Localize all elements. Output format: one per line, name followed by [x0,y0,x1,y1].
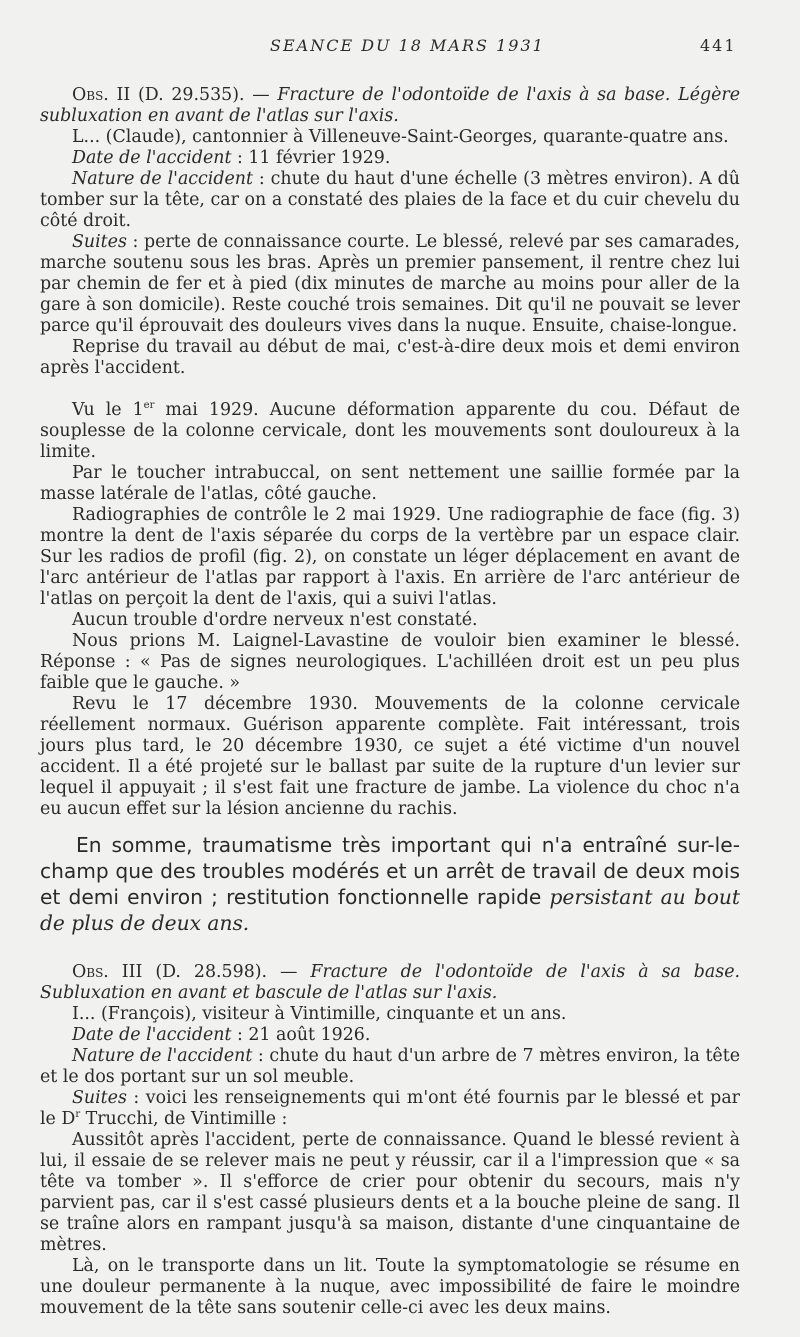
obs3-label: Obs. III [72,962,143,982]
obs3-nature-value: : chute du haut d'un arbre de 7 mètres environ, la tête et le dos portant sur un sol meuble. [40,1046,740,1087]
obs2-date-label: Date de l'accident [72,148,232,168]
obs2-date [40,148,740,169]
article-body [40,85,740,1319]
obs3-suites [40,1088,740,1130]
obs3-aussitot: Aussitôt après l'accident, perte de connaissance. Quand le blessé revient à lui, il essaie de se relever mais ne peut y réussir, car il a l'impression que « sa tête va tomber ». Il s'efforce de crier pour obtenir du secours, mais n'y parvient pas, car il s'est cassé plusieurs dents et a la bouche pleine de sang. Il se traîne alors en rampant jusqu'à sa maison, distante d'une cinquantaine de mètres. [40,1130,740,1255]
obs3-nature [40,1046,740,1088]
obs3-suites-label: Suites [72,1088,127,1108]
obs3-date-value: : 21 août 1926. [231,1025,371,1045]
obs2-vu-a: Vu le 1 [72,400,144,420]
obs2-label: Obs. II [72,85,131,105]
obs2-nature [40,169,740,232]
obs2-reprise: Reprise du travail au début de mai, c'est-à-dire deux mois et demi environ après l'accident. [40,337,740,378]
summary-italic: persistant au bout de plus de deux ans. [40,885,740,935]
obs2-heading [40,85,740,127]
obs2-title: Fracture de l'odontoïde de l'axis à sa base. Légère subluxation en avant de l'atlas sur l'axis. [40,85,741,126]
obs2-toucher: Par le toucher intrabuccal, on sent nettement une saillie formée par la masse latérale de l'atlas, côté gauche. [40,463,740,504]
obs3-dash: — [280,962,298,982]
obs2-vu-sup: er [143,400,155,412]
obs2-vu [40,400,740,463]
obs3-suites-sup: r [75,1109,81,1121]
obs3-patient: I... (François), visiteur à Vintimille, cinquante et un ans. [72,1004,567,1024]
obs2-nature-label: Nature de l'accident [72,169,253,189]
summary-text: En somme, traumatisme très important qui n'a entraîné sur-le-champ que des troubles modérés et un arrêt de travail de deux mois et demi environ ; restitution fonctionnelle rapide [40,833,740,909]
obs3-ref: (D. 28.598). [155,962,268,982]
obs3-suites-a: : voici les renseignements qui m'ont été fournis par le blessé et par le D [40,1088,740,1129]
running-title: SEANCE DU 18 MARS 1931 [270,36,545,55]
page-number: 441 [700,36,737,55]
page-header [40,36,740,60]
obs2-nature-value: : chute du haut d'une échelle (3 mètres environ). A dû tomber sur la tête, car on a constaté des plaies de la face et du cuir chevelu du côté droit. [40,169,740,231]
obs2-revu: Revu le 17 décembre 1930. Mouvements de la colonne cervicale réellement normaux. Guérison apparente complète. Fait intéressant, trois jours plus tard, le 20 décembre 1930, ce sujet a été victime d'un nouvel accident. Il a été projeté sur le ballast par suite de la rupture d'un levier sur lequel il appuyait ; il s'est fait une fracture de jambe. La violence du choc n'a eu aucun effet sur la lésion ancienne du rachis. [40,694,740,819]
obs2-suites [40,232,740,337]
obs3-title: Fracture de l'odontoïde de l'axis à sa base. Subluxation en avant et bascule de l'atlas sur l'axis. [40,962,741,1003]
obs2-prions: Nous prions M. Laignel-Lavastine de vouloir bien examiner le blessé. Réponse : « Pas de signes neurologiques. L'achilléen droit est un peu plus faible que le gauche. » [40,631,740,693]
obs3-suites-b: Trucchi, de Vintimille : [80,1109,288,1129]
obs2-radio: Radiographies de contrôle le 2 mai 1929. Une radiographie de face (fig. 3) montre la dent de l'axis séparée du corps de la vertèbre par un espace clair. Sur les radios de profil (fig. 2), on constate un léger déplacement en avant de l'arc antérieur de l'atlas par rapport à l'axis. En arrière de l'arc antérieur de l'atlas on perçoit la dent de l'axis, qui a suivi l'atlas. [40,505,740,609]
obs2-trouble: Aucun trouble d'ordre nerveux n'est constaté. [72,610,478,630]
obs2-vu-b: mai 1929. Aucune déformation apparente du cou. Défaut de souplesse de la colonne cervicale, dont les mouvements sont douloureux à la limite. [40,400,740,462]
obs2-patient: L... (Claude), cantonnier à Villeneuve-Saint-Georges, quarante-quatre ans. [72,127,729,147]
obs2-dash: — [252,85,270,105]
obs2-suites-value: : perte de connaissance courte. Le blessé, relevé par ses camarades, marche soutenu sous les bras. Après un premier pansement, il rentre chez lui par chemin de fer et à pied (dix minutes de marche au moins pour aller de la gare à son domicile). Reste couché trois semaines. Dit qu'il ne pouvait se lever parce qu'il éprouvait des douleurs vives dans la nuque. Ensuite, chaise-longue. [40,232,740,336]
obs2-date-value: : 11 février 1929. [231,148,391,168]
summary-paragraph [40,832,740,936]
obs3-la: Là, on le transporte dans un lit. Toute la symptomatologie se résume en une douleur permanente à la nuque, avec impossibilité de faire le moindre mouvement de la tête sans soutenir celle-ci avec les deux mains. [40,1256,740,1318]
obs2-suites-label: Suites [72,232,127,252]
obs3-nature-label: Nature de l'accident [72,1046,253,1066]
obs3-date-label: Date de l'accident [72,1025,232,1045]
obs3-date [40,1025,740,1046]
obs2-ref: (D. 29.535). [138,85,245,105]
obs3-heading [40,962,740,1004]
